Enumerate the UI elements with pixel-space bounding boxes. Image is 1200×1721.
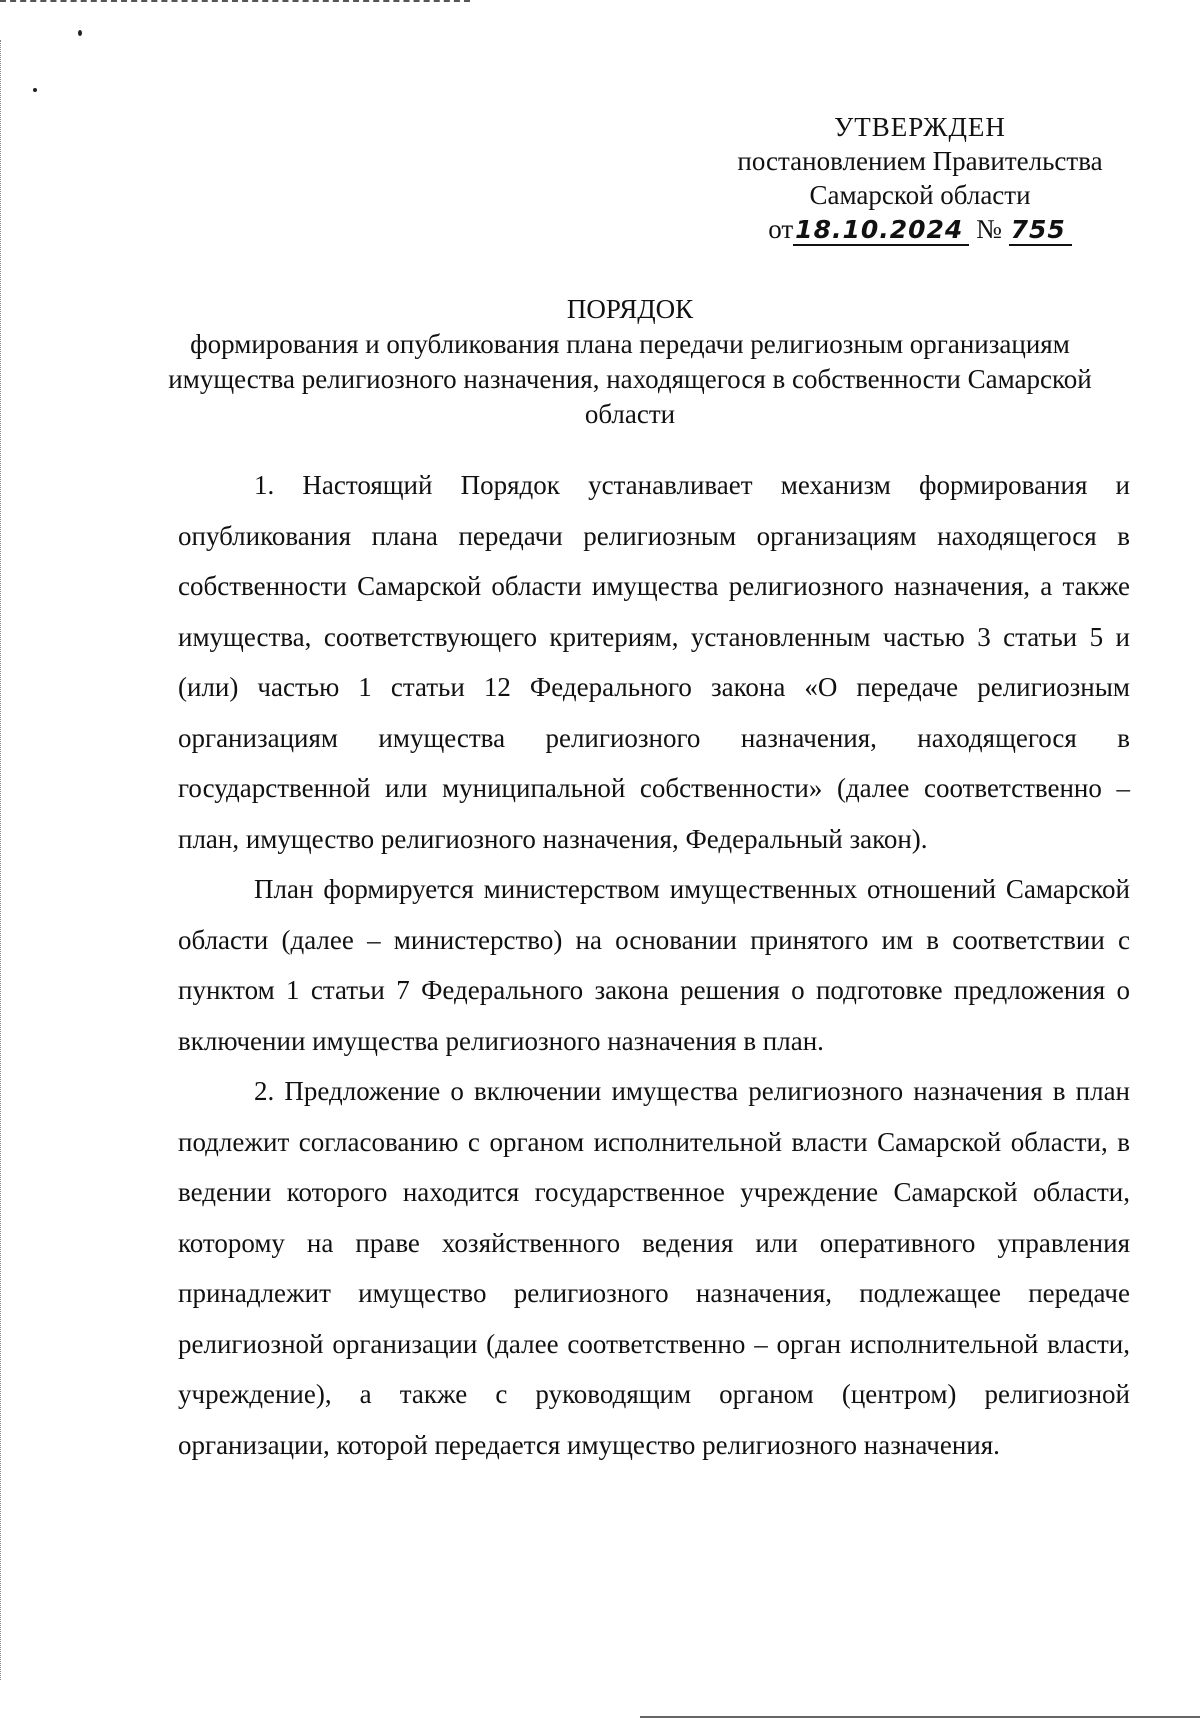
document-body — [178, 460, 1130, 1470]
scan-edge-left — [0, 40, 3, 1680]
document-title: ПОРЯДОК — [566, 294, 694, 324]
scan-speck — [33, 88, 37, 92]
number-prefix: № — [976, 214, 1002, 244]
approval-title: УТВЕРЖДЕН — [834, 112, 1006, 142]
document-subtitle: формирования и опубликования плана передачи религиозным организациям имущества религиозного назначения, находящегося в собственности Самарской области — [168, 329, 1092, 429]
scan-speck — [78, 30, 82, 36]
paragraph-2: План формируется министерством имущественных отношений Самарской области (далее – министерство) на основании принятого им в соответствии с пунктом 1 статьи 7 Федерального закона решения о подготовке предложения о включении имущества религиозного назначения в план. — [178, 874, 1130, 1056]
approval-block — [700, 110, 1140, 247]
document-heading — [130, 292, 1130, 432]
approval-line-1: постановлением Правительства — [737, 146, 1103, 176]
handwritten-date: 18.10.2024 — [793, 215, 969, 246]
approval-date-line — [768, 212, 1072, 247]
handwritten-number: 755 — [1009, 215, 1072, 246]
paragraph-1: 1. Настоящий Порядок устанавливает механизм формирования и опубликования плана передачи религиозным организациям находящегося в собственности Самарской области имущества религиозного назначения, а также имущества, соответствующего критериям, установленным частью 3 статьи 5 и (или) частью 1 статьи 12 Федерального закона «О передаче религиозным организациям имущества религиозного назначения, находящегося в государственной или муниципальной собственности» (далее соответственно – план, имущество религиозного назначения, Федеральный закон). — [178, 470, 1130, 854]
approval-line-2: Самарской области — [809, 180, 1031, 210]
scan-edge-top — [0, 0, 470, 4]
paragraph-3: 2. Предложение о включении имущества религиозного назначения в план подлежит согласованию с органом исполнительной власти Самарской области, в ведении которого находится государственное учреждение Самарской области, которому на праве хозяйственного ведения или оперативного управления принадлежит имущество религиозного назначения, подлежащее передаче религиозной организации (далее соответственно – орган исполнительной власти, учреждение), а также с руководящим органом (центром) религиозной организации, которой передается имущество религиозного назначения. — [178, 1076, 1130, 1460]
scan-edge-bottom — [640, 1716, 1200, 1718]
date-prefix: от — [768, 214, 794, 244]
